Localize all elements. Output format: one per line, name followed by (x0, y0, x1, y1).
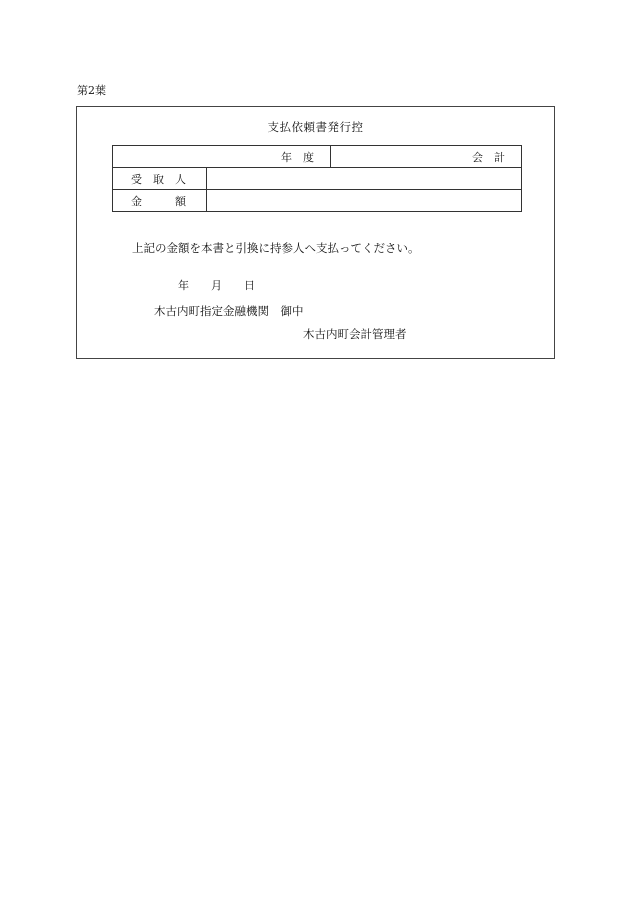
fiscal-row (113, 146, 522, 168)
payee-value-cell[interactable] (207, 168, 522, 190)
issuer: 木古内町会計管理者 (303, 327, 407, 341)
date-line: 年 月 日 (178, 279, 255, 292)
account-label: 会 計 (472, 150, 505, 164)
amount-label: 金 額 (131, 194, 186, 208)
payment-request-form (76, 106, 555, 359)
sheet-label: 第2葉 (77, 84, 106, 97)
form-table (112, 145, 522, 212)
amount-label-cell (113, 190, 207, 212)
payee-row (113, 168, 522, 190)
addressee: 木古内町指定金融機関 御中 (154, 304, 304, 318)
payee-label: 受 取 人 (131, 172, 186, 186)
amount-value-cell[interactable] (207, 190, 522, 212)
payment-instruction: 上記の金額を本書と引換に持参人へ支払ってください。 (132, 241, 420, 255)
fiscal-year-label: 年 度 (281, 150, 314, 164)
payee-label-cell (113, 168, 207, 190)
amount-row (113, 190, 522, 212)
fiscal-year-cell (113, 146, 331, 168)
account-cell (331, 146, 522, 168)
form-title: 支払依頼書発行控 (267, 120, 364, 134)
